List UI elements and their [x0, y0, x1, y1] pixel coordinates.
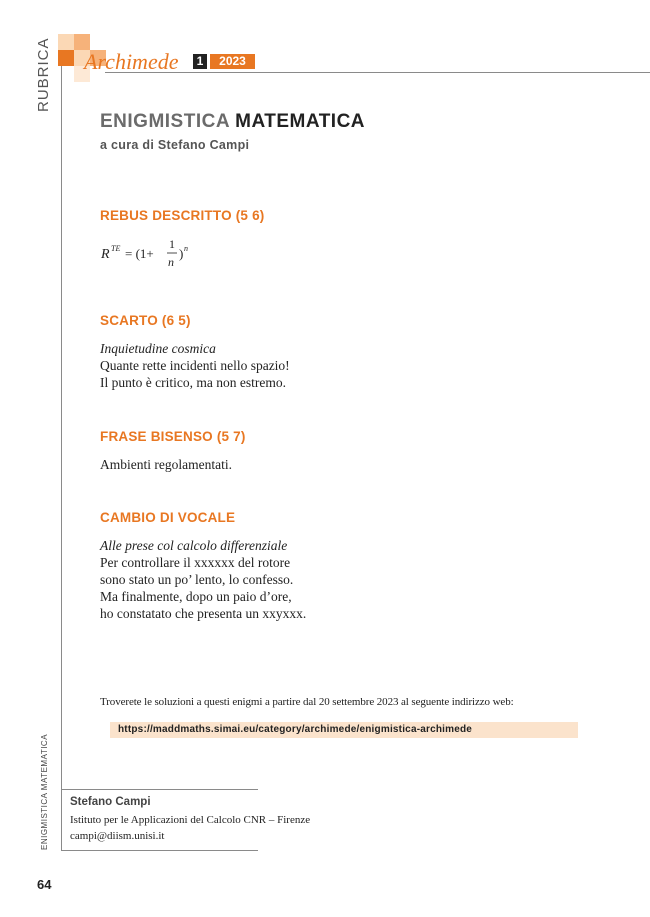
- solutions-link[interactable]: https://maddmaths.simai.eu/category/archimede/enigmistica-archimede: [118, 724, 473, 735]
- formula-exponent: n: [184, 244, 188, 253]
- page-title: [100, 111, 365, 133]
- scarto-line-2: Quante rette incidenti nello spazio!: [100, 358, 290, 373]
- page-number: 64: [37, 877, 52, 892]
- cambio-line-2: Per controllare il xxxxxx del rotore: [100, 555, 291, 570]
- section-heading-frase: FRASE BISENSO (5 7): [100, 429, 246, 444]
- formula-superscript: TE: [111, 244, 121, 253]
- formula-base: R: [101, 247, 110, 262]
- frase-line-1: Ambienti regolamentati.: [100, 457, 232, 472]
- side-label-rubrica: RUBRICA: [35, 37, 52, 112]
- author-rule-top: [62, 789, 258, 790]
- section-heading-rebus: REBUS DESCRITTO (5 6): [100, 208, 265, 223]
- section-heading-scarto: SCARTO (6 5): [100, 313, 191, 328]
- section-heading-cambio: CAMBIO DI VOCALE: [100, 510, 236, 525]
- side-rule: [61, 36, 62, 851]
- cambio-line-4: Ma finalmente, dopo un paio d’ore,: [100, 589, 292, 604]
- year-badge: 2023: [210, 54, 255, 69]
- page-subtitle: a cura di Stefano Campi: [100, 138, 250, 152]
- cambio-line-3: sono stato un po’ lento, lo confesso.: [100, 572, 294, 587]
- formula-close: ): [179, 246, 184, 261]
- solutions-note: Troverete le soluzioni a questi enigmi a partire dal 20 settembre 2023 al seguente indirizzo web:: [100, 696, 514, 708]
- cambio-line-1: Alle prese col calcolo differenziale: [100, 538, 288, 553]
- scarto-line-1: Inquietudine cosmica: [100, 341, 216, 356]
- formula-numerator: 1: [169, 237, 175, 251]
- header-rule: [105, 72, 650, 73]
- formula-equals: = (1+: [125, 246, 154, 261]
- issue-badge: 1: [193, 54, 207, 69]
- author-rule-bottom: [62, 850, 258, 851]
- author-email[interactable]: campi@diism.unisi.it: [70, 830, 165, 842]
- rebus-formula: [101, 236, 211, 276]
- author-name: Stefano Campi: [70, 796, 151, 808]
- title-part-2: MATEMATICA: [235, 111, 366, 132]
- magazine-brand: Archimede: [84, 49, 179, 74]
- cambio-line-5: ho constatato che presenta un xxyxxx.: [100, 606, 307, 621]
- side-label-section: ENIGMISTICA MATEMATICA: [40, 733, 49, 850]
- author-affiliation: Istituto per le Applicazioni del Calcolo CNR – Firenze: [70, 814, 311, 826]
- scarto-line-3: Il punto è critico, ma non estremo.: [100, 375, 286, 390]
- formula-denominator: n: [168, 255, 174, 269]
- title-part-1: ENIGMISTICA: [100, 111, 230, 132]
